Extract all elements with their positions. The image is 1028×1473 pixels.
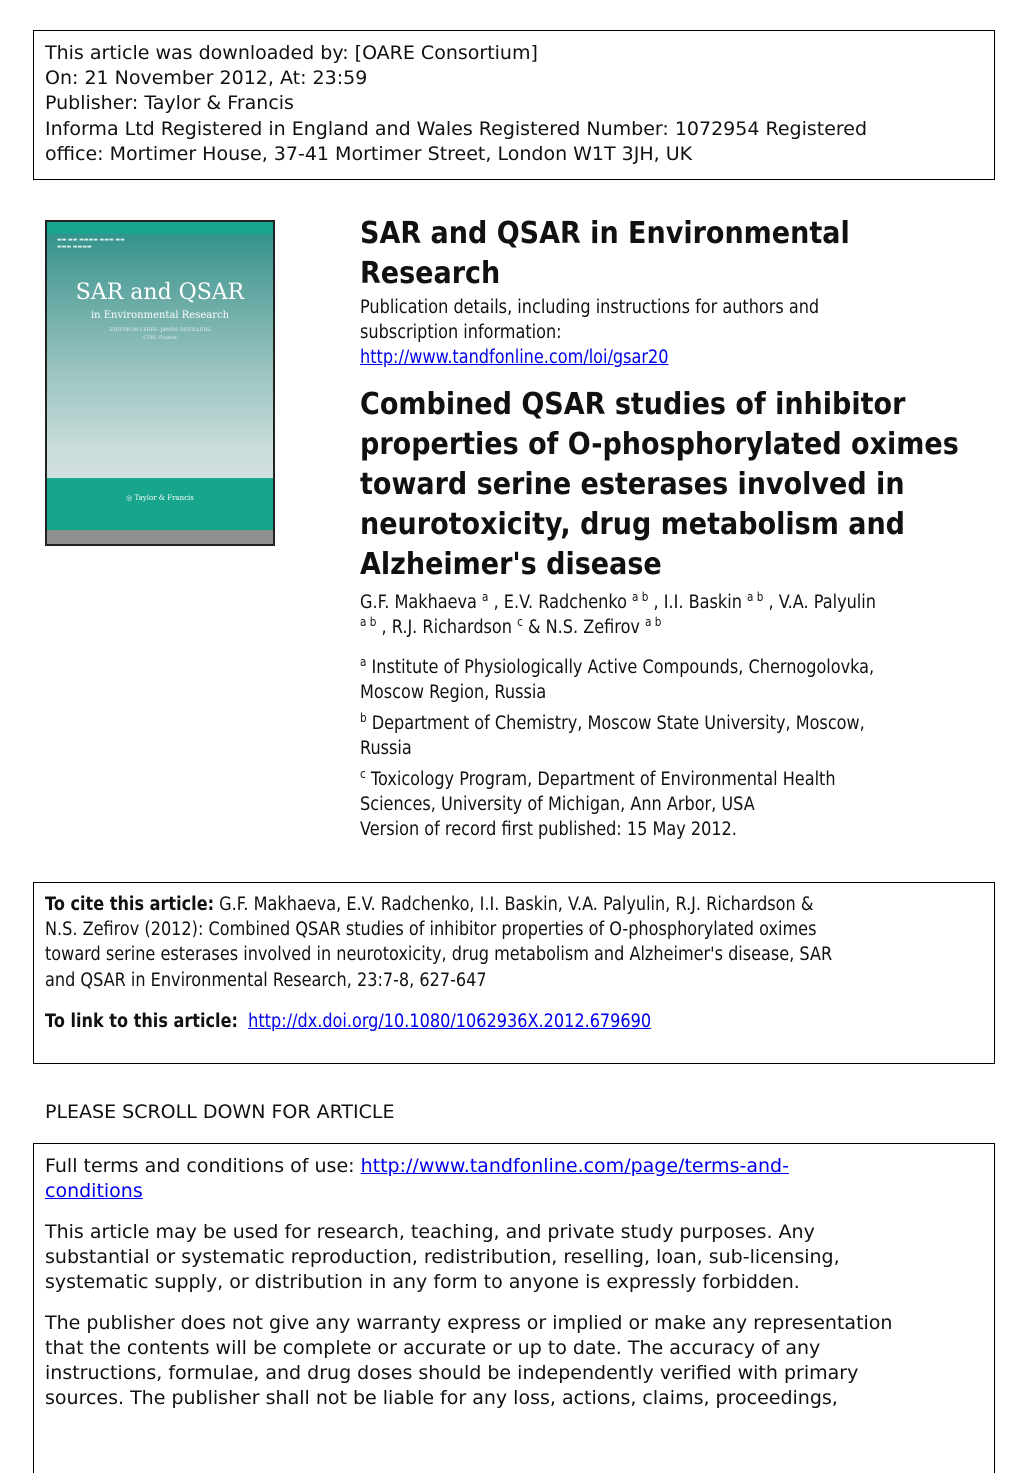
affiliation-text: Moscow Region, Russia [360, 682, 547, 704]
download-notice-line: office: Mortimer House, 37-41 Mortimer Street, London W1T 3JH, UK [45, 142, 693, 165]
affiliation-text: Russia [360, 738, 412, 760]
cover-editor-name: EDITOR-IN-CHIEF: JAMES DEVILLERS [109, 327, 211, 333]
affiliation-mark: a [360, 655, 367, 669]
affiliation-a [360, 655, 991, 705]
terms-paragraph-usage [45, 1220, 983, 1295]
affiliation-text: Toxicology Program, Department of Environmental Health [370, 769, 836, 790]
author-affiliation-mark: c [517, 615, 523, 630]
author-name: V.A. Palyulin [778, 592, 876, 613]
terms-link-paragraph [45, 1154, 983, 1204]
author-name: N.S. Zefirov [545, 617, 640, 639]
publisher-logo-icon: ◎ [126, 494, 133, 502]
download-notice-line: Publisher: Taylor & Francis [45, 92, 294, 115]
version-of-record: Version of record first published: 15 May 2012. [360, 819, 737, 841]
citation-text [45, 892, 954, 993]
download-notice-line: On: 21 November 2012, At: 23:59 [45, 67, 368, 90]
terms-line: The publisher does not give any warranty express or implied or make any representation [45, 1312, 893, 1334]
author-affiliation-mark: a b [747, 590, 764, 604]
citation-box [33, 882, 995, 1064]
terms-line: substantial or systematic reproduction, redistribution, reselling, loan, sub-licensing, [45, 1246, 840, 1268]
publisher-logo-text: Taylor & Francis [134, 494, 194, 502]
terms-link-continued[interactable]: conditions [45, 1180, 143, 1202]
scroll-down-notice: PLEASE SCROLL DOWN FOR ARTICLE [45, 1101, 395, 1123]
cover-bottom-band [47, 478, 273, 530]
author-affiliation-mark: a b [645, 615, 662, 630]
article-title-line: toward serine esterases involved in [360, 467, 905, 502]
article-link-label: To link to this article: [45, 1011, 238, 1032]
author-affiliation-mark: a b [360, 615, 377, 630]
affiliation-c [360, 767, 991, 843]
article-title-line: neurotoxicity, drug metabolism and [360, 507, 906, 542]
journal-cover-image [45, 220, 275, 546]
article-title-line: Alzheimer's disease [360, 547, 662, 582]
author-name: E.V. Radchenko [503, 592, 627, 613]
terms-line: sources. The publisher shall not be liable for any loss, actions, claims, proceedings, [45, 1387, 838, 1409]
article-title-line: properties of O-phosphorylated oximes [360, 427, 959, 462]
publication-details-line: Publication details, including instructions for authors and [360, 297, 820, 318]
terms-box [33, 1143, 995, 1473]
affiliation-mark: b [360, 711, 367, 725]
affiliation-text: Department of Chemistry, Moscow State University, Moscow, [371, 713, 865, 734]
author-affiliation-mark: a b [632, 590, 649, 604]
affiliation-b [360, 711, 991, 761]
terms-prefix: Full terms and conditions of use: [45, 1155, 355, 1177]
cover-editor-place: CTIS, France [143, 335, 177, 341]
cover-title: SAR and QSAR [75, 280, 245, 305]
terms-link[interactable]: http://www.tandfonline.com/page/terms-and- [360, 1155, 789, 1177]
doi-link[interactable]: http://dx.doi.org/10.1080/1062936X.2012.679690 [248, 1011, 652, 1032]
download-notice-line: This article was downloaded by: [OARE Consortium] [45, 42, 538, 64]
publication-details [360, 295, 986, 371]
article-title [360, 385, 1008, 585]
journal-url-link[interactable]: http://www.tandfonline.com/loi/gsar20 [360, 347, 669, 369]
journal-title [360, 214, 936, 294]
journal-title-line: Research [360, 256, 501, 291]
cover-top-band [47, 222, 273, 234]
citation-line: G.F. Makhaeva, E.V. Radchenko, I.I. Baskin, V.A. Palyulin, R.J. Richardson & [219, 894, 814, 915]
citation-label: To cite this article: [45, 894, 215, 915]
author-name: R.J. Richardson [391, 617, 512, 639]
author-affiliation-mark: a [482, 590, 489, 604]
terms-line: systematic supply, or distribution in any form to anyone is expressly forbidden. [45, 1271, 800, 1293]
cover-editor [47, 326, 273, 342]
article-title-line: Combined QSAR studies of inhibitor [360, 387, 906, 422]
cover-subtitle: in Environmental Research [90, 310, 230, 321]
affiliation-text: Sciences, University of Michigan, Ann Arbor, USA [360, 794, 755, 816]
terms-line: instructions, formulae, and drug doses should be independently verified with primary [45, 1362, 859, 1384]
citation-line: and QSAR in Environmental Research, 23:7-8, 627-647 [45, 969, 487, 991]
download-notice-line: Informa Ltd Registered in England and Wales Registered Number: 1072954 Registered [45, 117, 868, 140]
publication-details-line: subscription information: [360, 322, 562, 344]
download-notice-box [33, 30, 995, 180]
affiliation-text: Institute of Physiologically Active Compounds, Chernogolovka, [371, 657, 875, 678]
terms-paragraph-warranty [45, 1311, 983, 1411]
affiliation-mark: c [360, 767, 366, 781]
author-name: I.I. Baskin [663, 592, 742, 613]
citation-line: toward serine esterases involved in neurotoxicity, drug metabolism and Alzheimer's disease, SAR [45, 944, 833, 966]
author-list: G.F. Makhaeva $^a$ , E.V. Radchenko $^{a b}$ , I.I. Baskin $^{a b}$ , V.A. Palyulin $^{a b}$ , R.J. Richardson $^c$ & N.S. Zefirov $^{a b}$ [360, 590, 876, 639]
publisher-logo [47, 494, 273, 502]
terms-line: This article may be used for research, teaching, and private study purposes. Any [45, 1221, 815, 1243]
cover-volume-info: ▬▬ ▬▬ ▬▬▬▬ ▬▬▬ ▬▬ ▬▬▬ ▬▬▬▬ [57, 237, 125, 250]
journal-title-line: SAR and QSAR in Environmental [360, 216, 850, 251]
terms-line: that the contents will be complete or accurate or up to date. The accuracy of any [45, 1337, 821, 1359]
cover-grey-band [47, 530, 273, 544]
author-name: G.F. Makhaeva [360, 592, 477, 613]
article-link-line [45, 1009, 651, 1034]
citation-line: N.S. Zefirov (2012): Combined QSAR studies of inhibitor properties of O-phosphorylated oximes [45, 919, 817, 941]
